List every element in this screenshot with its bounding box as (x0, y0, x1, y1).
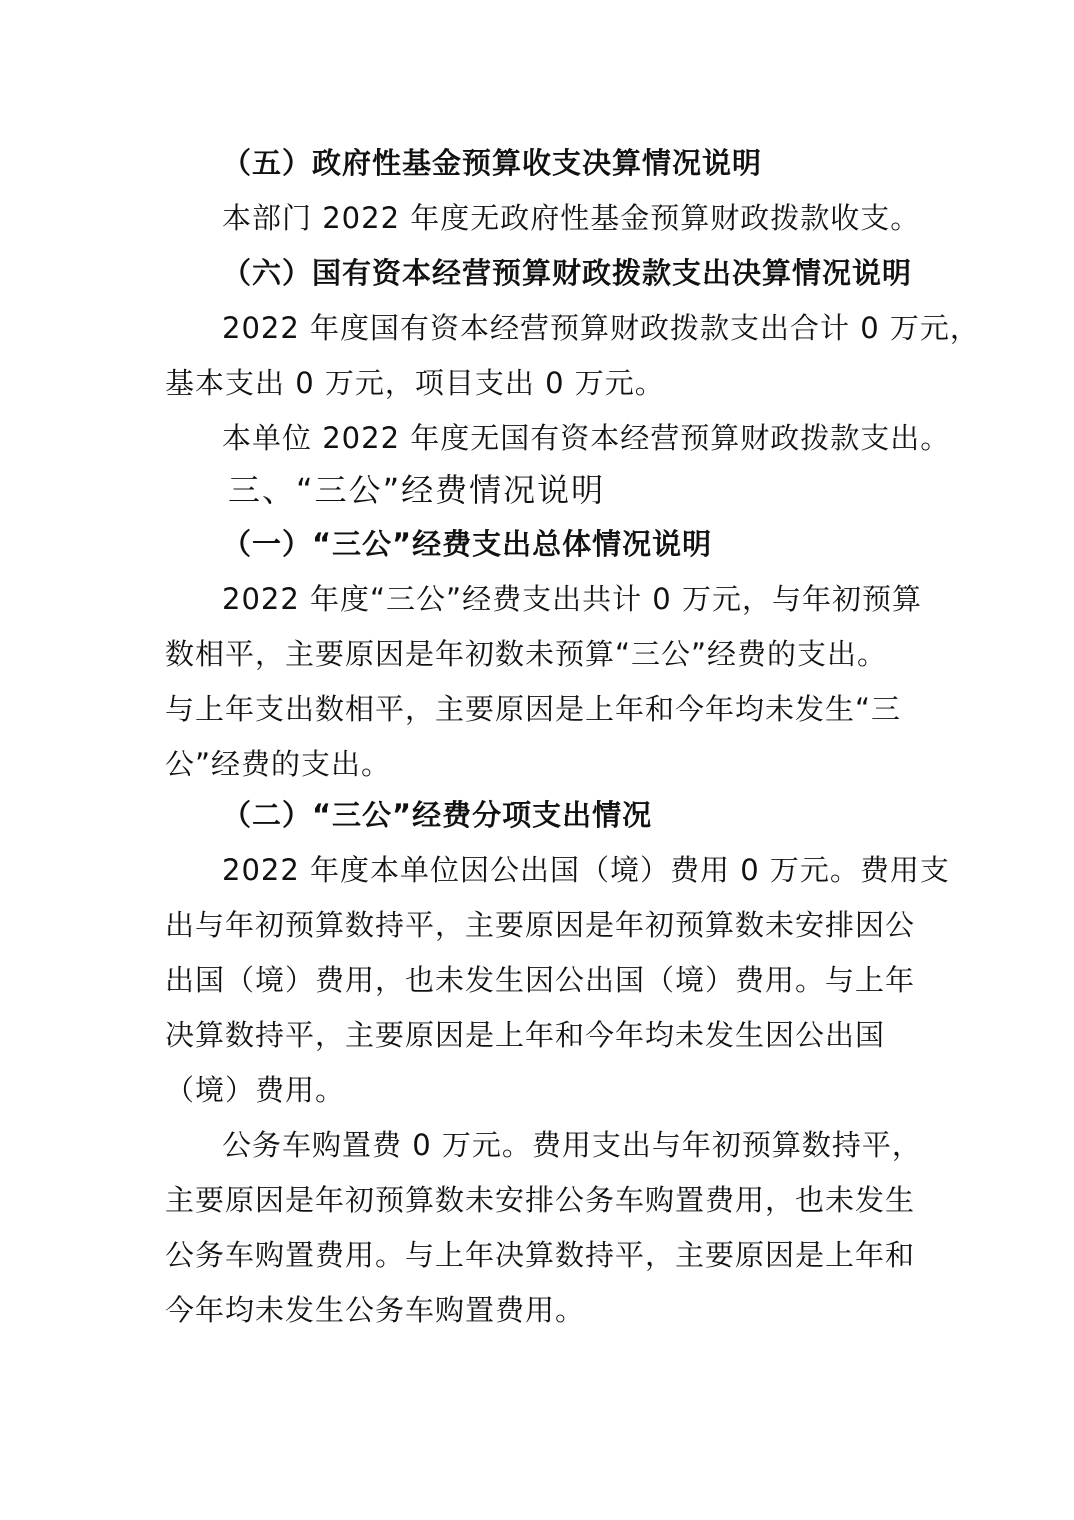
paragraph-line: 出国（境）费用，也未发生因公出国（境）费用。与上年 (165, 963, 916, 997)
paragraph-line: 数相平，主要原因是年初数未预算“三公”经费的支出。 (165, 637, 888, 671)
paragraph-line: 2022 年度国有资本经营预算财政拨款支出合计 0 万元， (222, 311, 980, 345)
section-heading-two: （二）“三公”经费分项支出情况 (222, 798, 653, 832)
paragraph-line: 与上年支出数相平，主要原因是上年和今年均未发生“三 (165, 692, 902, 726)
paragraph-line: 基本支出 0 万元，项目支出 0 万元。 (165, 366, 665, 400)
paragraph-line: 主要原因是年初预算数未安排公务车购置费用，也未发生 (165, 1183, 916, 1217)
section-heading-five: （五）政府性基金预算收支决算情况说明 (222, 146, 763, 180)
paragraph-line: 本单位 2022 年度无国有资本经营预算财政拨款支出。 (222, 421, 951, 455)
paragraph-line: 2022 年度“三公”经费支出共计 0 万元，与年初预算 (222, 582, 922, 616)
paragraph-line: 公务车购置费用。与上年决算数持平，主要原因是上年和 (165, 1238, 916, 1272)
paragraph-line: 出与年初预算数持平，主要原因是年初预算数未安排因公 (165, 908, 916, 942)
paragraph-line: 决算数持平，主要原因是上年和今年均未发生因公出国 (165, 1018, 886, 1052)
paragraph-line: （境）费用。 (165, 1073, 346, 1107)
chapter-heading-three: 三、“三公”经费情况说明 (228, 471, 606, 509)
paragraph-line: 2022 年度本单位因公出国（境）费用 0 万元。费用支 (222, 853, 950, 887)
paragraph-line: 本部门 2022 年度无政府性基金预算财政拨款收支。 (222, 201, 921, 235)
paragraph-line: 公”经费的支出。 (165, 747, 392, 781)
section-heading-six: （六）国有资本经营预算财政拨款支出决算情况说明 (222, 256, 913, 290)
section-heading-one: （一）“三公”经费支出总体情况说明 (222, 527, 713, 561)
paragraph-line: 今年均未发生公务车购置费用。 (165, 1293, 586, 1327)
paragraph-line: 公务车购置费 0 万元。费用支出与年初预算数持平， (222, 1128, 922, 1162)
